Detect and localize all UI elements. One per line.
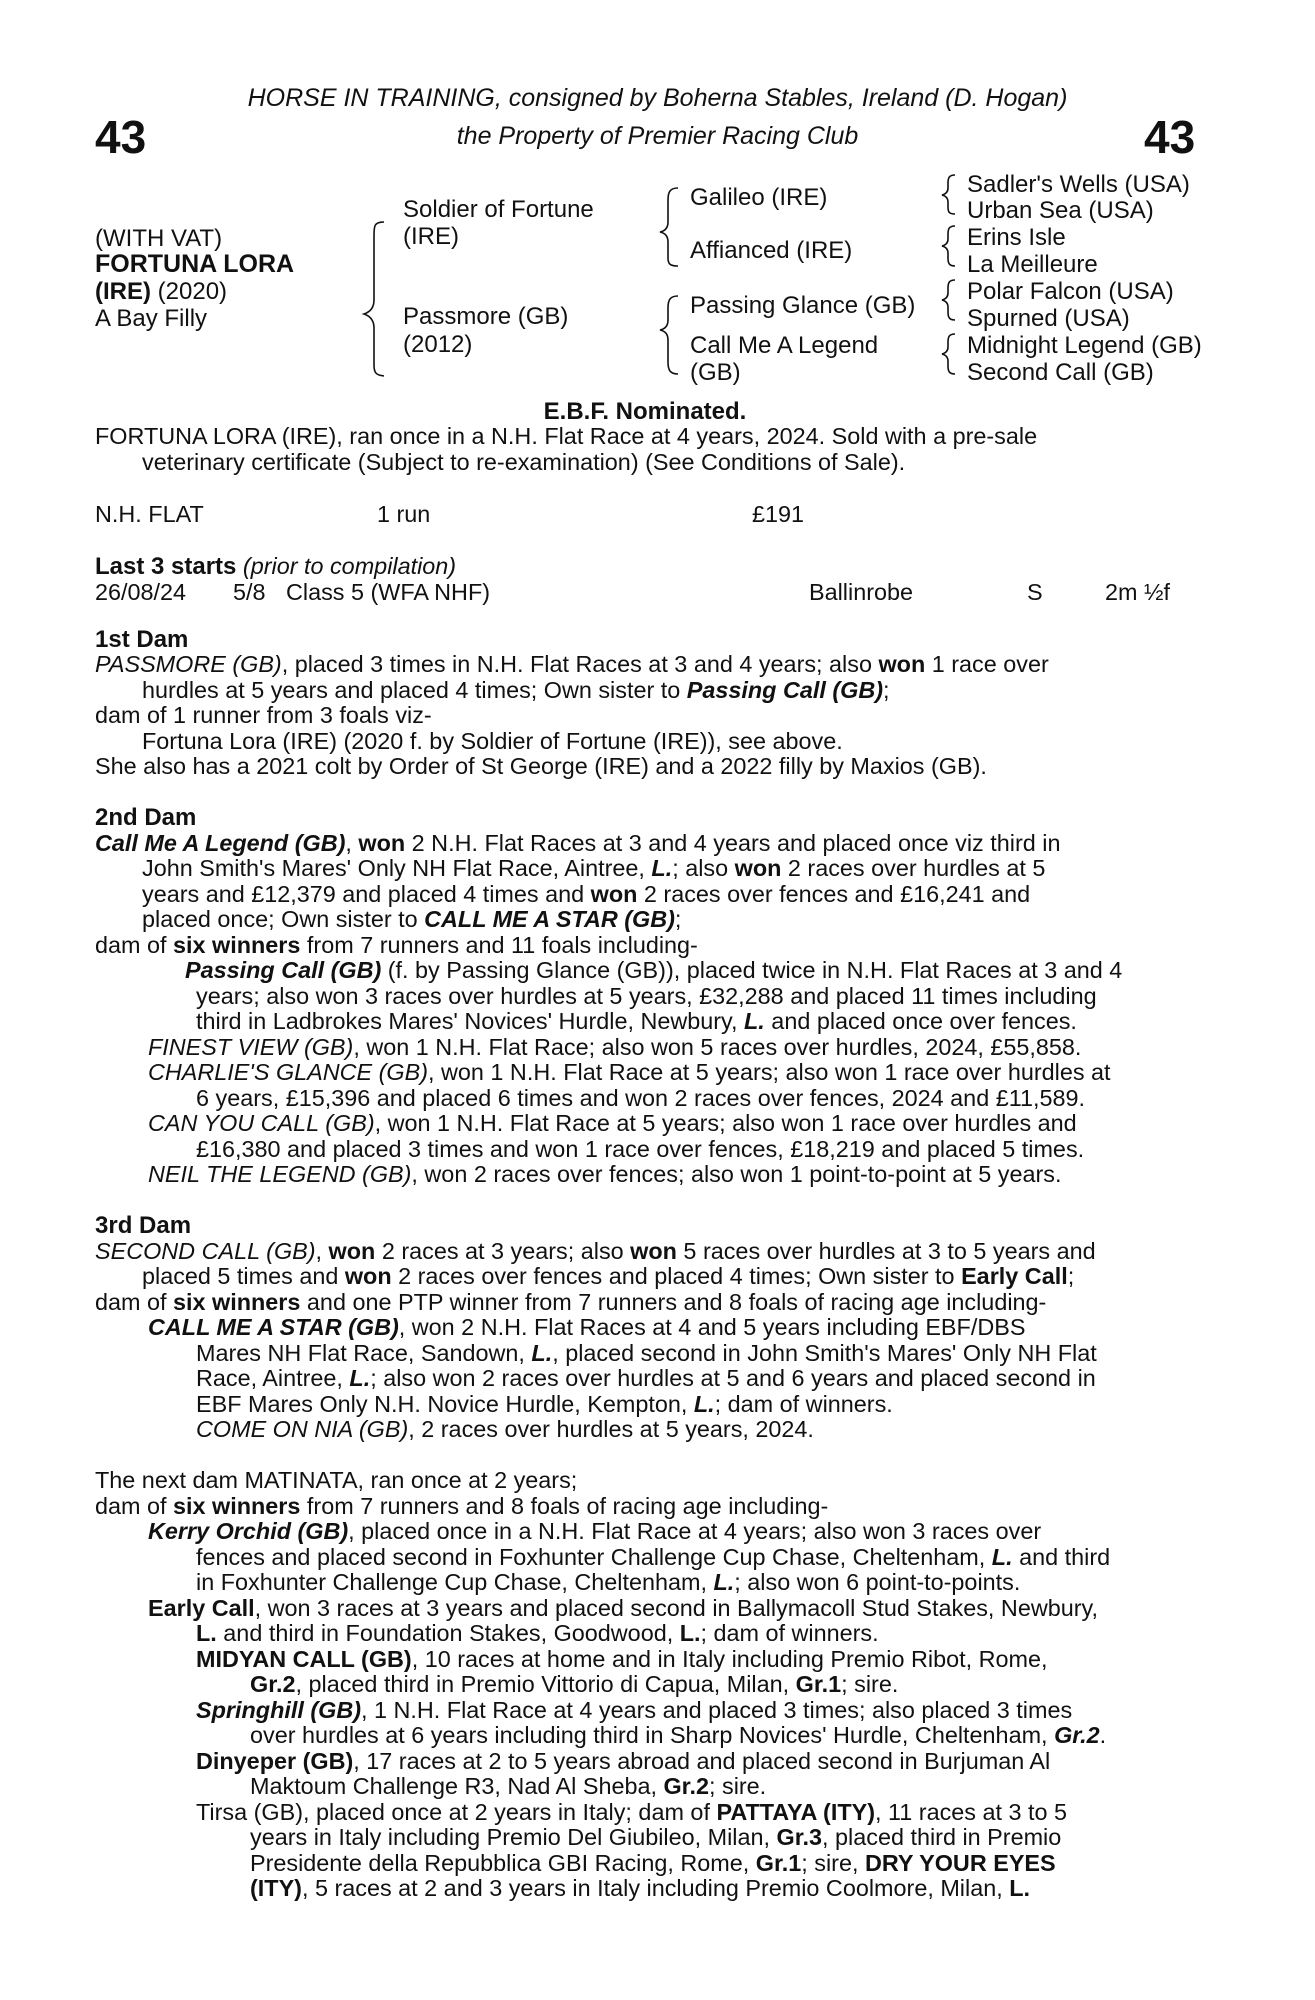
record-prize: £191 bbox=[752, 501, 805, 527]
dam-dam-dam: Second Call (GB) bbox=[967, 359, 1154, 386]
dam-year: (2012) bbox=[403, 331, 473, 358]
nextdam-line-q: (ITY), 5 races at 2 and 3 years in Italy including Premio Coolmore, Milan, L. bbox=[250, 1875, 1031, 1901]
last3-title: Last 3 starts bbox=[95, 553, 237, 580]
dam3-line-e: Mares NH Flat Race, Sandown, L., placed second in John Smith's Mares' Only NH Flat bbox=[196, 1340, 1097, 1366]
nextdam-line-g: L. and third in Foundation Stakes, Goodwood, L.; dam of winners. bbox=[196, 1620, 879, 1646]
dam2-line-n: NEIL THE LEGEND (GB), won 2 races over fences; also won 1 point-to-point at 5 years. bbox=[148, 1161, 1062, 1187]
start-class: Class 5 (WFA NHF) bbox=[286, 579, 491, 605]
dam3-line-d: CALL ME A STAR (GB), won 2 N.H. Flat Races at 4 and 5 years including EBF/DBS bbox=[148, 1314, 1026, 1340]
dam2-line-h: third in Ladbrokes Mares' Novices' Hurdle, Newbury, L. and placed once over fences. bbox=[196, 1008, 1077, 1034]
horse-year: (2020) bbox=[151, 278, 228, 305]
record-runs: 1 run bbox=[377, 501, 431, 527]
dam2-line-e: dam of six winners from 7 runners and 11 foals including- bbox=[95, 932, 698, 958]
sire-sire-sire: Sadler's Wells (USA) bbox=[967, 171, 1190, 198]
dam2-line-b: John Smith's Mares' Only NH Flat Race, Aintree, L.; also won 2 races over hurdles at 5 bbox=[142, 855, 1046, 881]
dam2-line-f: Passing Call (GB) (f. by Passing Glance (GB)), placed twice in N.H. Flat Races at 3 and 4 bbox=[185, 957, 1123, 983]
dam-sire-sire: Polar Falcon (USA) bbox=[967, 278, 1174, 305]
nextdam-line-h: MIDYAN CALL (GB), 10 races at home and in Italy including Premio Ribot, Rome, bbox=[196, 1646, 1048, 1672]
sire-sire-dam: Urban Sea (USA) bbox=[967, 197, 1154, 224]
dam2-line-g: years; also won 3 races over hurdles at 5 years, £32,288 and placed 11 times including bbox=[196, 983, 1097, 1009]
start-distance: 2m ½f bbox=[1105, 579, 1170, 605]
dam1-line-e: She also has a 2021 colt by Order of St George (IRE) and a 2022 filly by Maxios (GB). bbox=[95, 753, 987, 779]
sire-dam-dam: La Meilleure bbox=[967, 251, 1098, 278]
dam2-line-k: 6 years, £15,396 and placed 6 times and won 2 races over fences, 2024 and £11,589. bbox=[196, 1085, 1086, 1111]
start-position: 5/8 bbox=[233, 579, 266, 605]
lot-number-left: 43 bbox=[95, 111, 147, 163]
horse-name: FORTUNA LORA bbox=[95, 250, 295, 278]
lot-number-right: 43 bbox=[1144, 111, 1196, 163]
dam2-line-m: £16,380 and placed 3 times and won 1 race over fences, £18,219 and placed 5 times. bbox=[196, 1136, 1085, 1162]
nextdam-line-j: Springhill (GB), 1 N.H. Flat Race at 4 years and placed 3 times; also placed 3 times bbox=[196, 1697, 1073, 1723]
dam1-line-c: dam of 1 runner from 3 foals viz- bbox=[95, 702, 432, 728]
property-line: the Property of Premier Racing Club bbox=[456, 122, 859, 150]
nextdam-line-a: The next dam MATINATA, ran once at 2 years; bbox=[95, 1467, 578, 1493]
dam-name: Passmore (GB) bbox=[403, 303, 569, 330]
horse-description: A Bay Filly bbox=[95, 305, 208, 332]
start-date: 26/08/24 bbox=[95, 579, 187, 605]
dam2-line-j: CHARLIE'S GLANCE (GB), won 1 N.H. Flat Race at 5 years; also won 1 race over hurdles at bbox=[148, 1059, 1111, 1085]
nextdam-line-d: fences and placed second in Foxhunter Challenge Cup Chase, Cheltenham, L. and third bbox=[196, 1544, 1111, 1570]
dam2-line-i: FINEST VIEW (GB), won 1 N.H. Flat Race; also won 5 races over hurdles, 2024, £55,858. bbox=[148, 1034, 1082, 1060]
nextdam-line-p: Presidente della Repubblica GBI Racing, Rome, Gr.1; sire, DRY YOUR EYES bbox=[250, 1850, 1056, 1876]
sire-dam: Affianced (IRE) bbox=[690, 237, 853, 264]
nextdam-line-l: Dinyeper (GB), 17 races at 2 to 5 years abroad and placed second in Burjuman Al bbox=[196, 1748, 1051, 1774]
intro-text-1: FORTUNA LORA (IRE), ran once in a N.H. Flat Race at 4 years, 2024. Sold with a pre-sale bbox=[95, 423, 1038, 449]
horse-country: (IRE) bbox=[95, 278, 151, 305]
dam2-line-a: Call Me A Legend (GB), won 2 N.H. Flat Races at 3 and 4 years and placed once viz third in bbox=[95, 830, 1061, 856]
dam3-line-f: Race, Aintree, L.; also won 2 races over hurdles at 5 and 6 years and placed second in bbox=[196, 1365, 1096, 1391]
nextdam-line-o: years in Italy including Premio Del Giubileo, Milan, Gr.3, placed third in Premio bbox=[250, 1824, 1062, 1850]
dam2-line-c: years and £12,379 and placed 4 times and won 2 races over fences and £16,241 and bbox=[142, 881, 1031, 907]
nextdam-line-e: in Foxhunter Challenge Cup Chase, Cheltenham, L.; also won 6 point-to-points. bbox=[196, 1569, 1021, 1595]
dam-dam-country: (GB) bbox=[690, 359, 741, 386]
nextdam-line-n: Tirsa (GB), placed once at 2 years in Italy; dam of PATTAYA (ITY), 11 races at 3 to 5 bbox=[196, 1799, 1068, 1825]
start-course: Ballinrobe bbox=[809, 579, 914, 605]
sire-dam-sire: Erins Isle bbox=[967, 224, 1066, 251]
dam2-line-l: CAN YOU CALL (GB), won 1 N.H. Flat Race at 5 years; also won 1 race over hurdles and bbox=[148, 1110, 1077, 1136]
ebf-nominated: E.B.F. Nominated. bbox=[543, 398, 747, 425]
dam2-line-d: placed once; Own sister to CALL ME A STAR (GB); bbox=[142, 906, 682, 932]
dam2-heading: 2nd Dam bbox=[95, 804, 197, 831]
last3-note: (prior to compilation) bbox=[236, 553, 457, 579]
dam3-line-b: placed 5 times and won 2 races over fences and placed 4 times; Own sister to Early Call; bbox=[142, 1263, 1075, 1289]
intro-line-1 bbox=[95, 424, 1195, 450]
dam-sire-dam: Spurned (USA) bbox=[967, 305, 1130, 332]
sire-sire: Galileo (IRE) bbox=[690, 184, 828, 211]
record-type: N.H. FLAT bbox=[95, 501, 204, 527]
sire-name: Soldier of Fortune bbox=[403, 196, 594, 223]
sire-country: (IRE) bbox=[403, 223, 459, 250]
dam-sire: Passing Glance (GB) bbox=[690, 292, 916, 319]
dam1-line-d: Fortuna Lora (IRE) (2020 f. by Soldier of Fortune (IRE)), see above. bbox=[142, 728, 843, 754]
dam-dam: Call Me A Legend bbox=[690, 332, 879, 359]
dam-dam-sire: Midnight Legend (GB) bbox=[967, 332, 1202, 359]
dam3-line-g: EBF Mares Only N.H. Novice Hurdle, Kempton, L.; dam of winners. bbox=[196, 1391, 893, 1417]
start-going: S bbox=[1027, 579, 1043, 605]
dam1-line-b: hurdles at 5 years and placed 4 times; Own sister to Passing Call (GB); bbox=[142, 677, 890, 703]
dam1-heading: 1st Dam bbox=[95, 626, 189, 653]
dam3-line-c: dam of six winners and one PTP winner from 7 runners and 8 foals of racing age including- bbox=[95, 1289, 1047, 1315]
consignor-line: HORSE IN TRAINING, consigned by Boherna Stables, Ireland (D. Hogan) bbox=[247, 84, 1068, 112]
dam1-line-a: PASSMORE (GB), placed 3 times in N.H. Flat Races at 3 and 4 years; also won 1 race over bbox=[95, 651, 1049, 677]
intro-line-2: veterinary certificate (Subject to re-examination) (See Conditions of Sale). bbox=[142, 449, 906, 475]
nextdam-line-f: Early Call, won 3 races at 3 years and placed second in Ballymacoll Stud Stakes, Newbury, bbox=[148, 1595, 1098, 1621]
nextdam-line-i: Gr.2, placed third in Premio Vittorio di Capua, Milan, Gr.1; sire. bbox=[250, 1671, 899, 1697]
last3-heading bbox=[95, 554, 456, 580]
nextdam-line-k: over hurdles at 6 years including third in Sharp Novices' Hurdle, Cheltenham, Gr.2. bbox=[250, 1722, 1107, 1748]
nextdam-line-m: Maktoum Challenge R3, Nad Al Sheba, Gr.2; sire. bbox=[250, 1773, 767, 1799]
dam3-heading: 3rd Dam bbox=[95, 1212, 192, 1239]
vat-note: (WITH VAT) bbox=[95, 225, 223, 252]
nextdam-line-b: dam of six winners from 7 runners and 8 foals of racing age including- bbox=[95, 1493, 829, 1519]
dam3-line-a: SECOND CALL (GB), won 2 races at 3 years; also won 5 races over hurdles at 3 to 5 years and bbox=[95, 1238, 1096, 1264]
dam3-line-h: COME ON NIA (GB), 2 races over hurdles at 5 years, 2024. bbox=[196, 1416, 814, 1442]
nextdam-line-c: Kerry Orchid (GB), placed once in a N.H. Flat Race at 4 years; also won 3 races over bbox=[148, 1518, 1042, 1544]
